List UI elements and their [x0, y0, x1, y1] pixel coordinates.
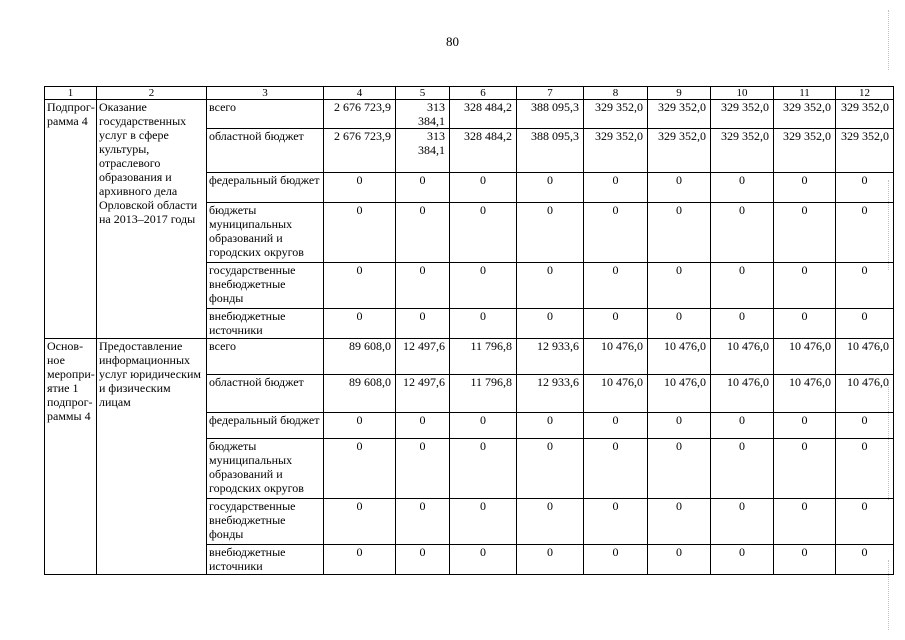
value-cell-col-8: 0 — [584, 545, 648, 575]
value-cell-col-5: 0 — [396, 173, 450, 203]
value-cell-col-10: 0 — [711, 309, 774, 339]
value-cell-col-5: 0 — [396, 413, 450, 439]
value-cell-col-10: 0 — [711, 545, 774, 575]
value-cell-col-4: 2 676 723,9 — [324, 100, 396, 129]
value-cell-col-12: 0 — [836, 413, 894, 439]
value-cell-col-10: 329 352,0 — [711, 100, 774, 129]
value-cell-col-6: 328 484,2 — [450, 100, 517, 129]
value-cell-col-9: 329 352,0 — [648, 129, 711, 173]
value-cell-col-5: 12 497,6 — [396, 375, 450, 413]
column-number-12: 12 — [836, 87, 894, 100]
value-cell-col-7: 0 — [517, 413, 584, 439]
value-cell-col-6: 0 — [450, 309, 517, 339]
value-cell-col-8: 0 — [584, 499, 648, 545]
value-cell-col-11: 0 — [774, 263, 836, 309]
column-number-1: 1 — [45, 87, 97, 100]
value-cell-col-9: 0 — [648, 439, 711, 499]
funding-source-cell: областной бюджет — [207, 129, 324, 173]
value-cell-col-11: 0 — [774, 545, 836, 575]
table-row — [45, 100, 894, 129]
value-cell-col-11: 0 — [774, 203, 836, 263]
scan-edge-mark — [888, 180, 899, 270]
value-cell-col-10: 0 — [711, 413, 774, 439]
value-cell-col-6: 0 — [450, 499, 517, 545]
value-cell-col-12: 0 — [836, 309, 894, 339]
funding-source-cell: внебюджетные источники — [207, 545, 324, 575]
value-cell-col-4: 0 — [324, 203, 396, 263]
value-cell-col-12: 0 — [836, 499, 894, 545]
scan-edge-mark — [888, 10, 899, 70]
value-cell-col-6: 0 — [450, 173, 517, 203]
column-number-3: 3 — [207, 87, 324, 100]
value-cell-col-10: 10 476,0 — [711, 339, 774, 375]
value-cell-col-9: 0 — [648, 203, 711, 263]
value-cell-col-12: 0 — [836, 439, 894, 499]
value-cell-col-9: 0 — [648, 173, 711, 203]
value-cell-col-9: 0 — [648, 499, 711, 545]
column-number-10: 10 — [711, 87, 774, 100]
column-number-7: 7 — [517, 87, 584, 100]
value-cell-col-5: 0 — [396, 545, 450, 575]
value-cell-col-8: 0 — [584, 309, 648, 339]
value-cell-col-7: 388 095,3 — [517, 100, 584, 129]
funding-source-cell: государственные внебюджетные фонды — [207, 263, 324, 309]
value-cell-col-7: 0 — [517, 499, 584, 545]
column-number-5: 5 — [396, 87, 450, 100]
value-cell-col-5: 0 — [396, 309, 450, 339]
value-cell-col-4: 0 — [324, 263, 396, 309]
value-cell-col-8: 0 — [584, 413, 648, 439]
value-cell-col-7: 0 — [517, 203, 584, 263]
value-cell-col-4: 0 — [324, 173, 396, 203]
column-number-11: 11 — [774, 87, 836, 100]
value-cell-col-5: 0 — [396, 439, 450, 499]
value-cell-col-7: 0 — [517, 439, 584, 499]
column-number-9: 9 — [648, 87, 711, 100]
value-cell-col-9: 0 — [648, 309, 711, 339]
value-cell-col-8: 0 — [584, 263, 648, 309]
program-description-cell: Оказание государственных услуг в сфере культуры, отраслевого образования и архивного дела Орловской области на 2013–2017 годы — [97, 100, 207, 339]
value-cell-col-7: 12 933,6 — [517, 375, 584, 413]
value-cell-col-11: 329 352,0 — [774, 100, 836, 129]
funding-source-cell: федеральный бюджет — [207, 413, 324, 439]
value-cell-col-4: 0 — [324, 545, 396, 575]
value-cell-col-11: 0 — [774, 309, 836, 339]
value-cell-col-10: 0 — [711, 173, 774, 203]
page-number: 80 — [446, 34, 459, 49]
funding-source-cell: федеральный бюджет — [207, 173, 324, 203]
value-cell-col-4: 89 608,0 — [324, 339, 396, 375]
value-cell-col-12: 329 352,0 — [836, 100, 894, 129]
value-cell-col-10: 0 — [711, 203, 774, 263]
funding-source-cell: государственные внебюджетные фонды — [207, 499, 324, 545]
value-cell-col-4: 89 608,0 — [324, 375, 396, 413]
value-cell-col-6: 11 796,8 — [450, 375, 517, 413]
value-cell-col-10: 0 — [711, 499, 774, 545]
value-cell-col-9: 0 — [648, 263, 711, 309]
column-number-2: 2 — [97, 87, 207, 100]
funding-source-cell: внебюджетные источники — [207, 309, 324, 339]
scan-edge-mark — [888, 380, 899, 500]
value-cell-col-8: 10 476,0 — [584, 339, 648, 375]
value-cell-col-10: 0 — [711, 439, 774, 499]
value-cell-col-8: 10 476,0 — [584, 375, 648, 413]
value-cell-col-9: 10 476,0 — [648, 375, 711, 413]
value-cell-col-6: 0 — [450, 545, 517, 575]
value-cell-col-7: 388 095,3 — [517, 129, 584, 173]
value-cell-col-8: 329 352,0 — [584, 100, 648, 129]
value-cell-col-9: 0 — [648, 413, 711, 439]
value-cell-col-9: 0 — [648, 545, 711, 575]
value-cell-col-5: 0 — [396, 499, 450, 545]
value-cell-col-8: 0 — [584, 173, 648, 203]
value-cell-col-5: 0 — [396, 263, 450, 309]
value-cell-col-8: 0 — [584, 439, 648, 499]
value-cell-col-4: 0 — [324, 413, 396, 439]
value-cell-col-12: 0 — [836, 263, 894, 309]
value-cell-col-12: 0 — [836, 173, 894, 203]
value-cell-col-8: 0 — [584, 203, 648, 263]
value-cell-col-10: 0 — [711, 263, 774, 309]
value-cell-col-12: 0 — [836, 203, 894, 263]
value-cell-col-4: 2 676 723,9 — [324, 129, 396, 173]
value-cell-col-12: 329 352,0 — [836, 129, 894, 173]
value-cell-col-11: 0 — [774, 499, 836, 545]
value-cell-col-7: 0 — [517, 173, 584, 203]
value-cell-col-9: 329 352,0 — [648, 100, 711, 129]
value-cell-col-5: 313 384,1 — [396, 100, 450, 129]
value-cell-col-11: 10 476,0 — [774, 375, 836, 413]
value-cell-col-12: 10 476,0 — [836, 339, 894, 375]
value-cell-col-7: 0 — [517, 309, 584, 339]
funding-source-cell: всего — [207, 339, 324, 375]
value-cell-col-11: 0 — [774, 173, 836, 203]
value-cell-col-11: 10 476,0 — [774, 339, 836, 375]
value-cell-col-6: 0 — [450, 263, 517, 309]
column-number-4: 4 — [324, 87, 396, 100]
column-number-6: 6 — [450, 87, 517, 100]
column-number-row — [45, 87, 894, 100]
value-cell-col-5: 0 — [396, 203, 450, 263]
value-cell-col-7: 0 — [517, 545, 584, 575]
column-number-8: 8 — [584, 87, 648, 100]
value-cell-col-12: 10 476,0 — [836, 375, 894, 413]
value-cell-col-7: 12 933,6 — [517, 339, 584, 375]
value-cell-col-6: 0 — [450, 439, 517, 499]
value-cell-col-6: 11 796,8 — [450, 339, 517, 375]
value-cell-col-6: 0 — [450, 203, 517, 263]
funding-source-cell: всего — [207, 100, 324, 129]
value-cell-col-4: 0 — [324, 499, 396, 545]
value-cell-col-12: 0 — [836, 545, 894, 575]
program-description-cell: Предоставление информационных услуг юридическим и физическим лицам — [97, 339, 207, 575]
funding-source-cell: бюджеты муниципальных образований и городских округов — [207, 203, 324, 263]
value-cell-col-4: 0 — [324, 309, 396, 339]
value-cell-col-11: 0 — [774, 439, 836, 499]
program-code-cell: Подпрог-рамма 4 — [45, 100, 97, 339]
value-cell-col-5: 12 497,6 — [396, 339, 450, 375]
value-cell-col-10: 10 476,0 — [711, 375, 774, 413]
value-cell-col-11: 0 — [774, 413, 836, 439]
budget-table — [44, 86, 894, 575]
value-cell-col-7: 0 — [517, 263, 584, 309]
value-cell-col-10: 329 352,0 — [711, 129, 774, 173]
value-cell-col-8: 329 352,0 — [584, 129, 648, 173]
value-cell-col-5: 313 384,1 — [396, 129, 450, 173]
value-cell-col-9: 10 476,0 — [648, 339, 711, 375]
program-code-cell: Основ-ное меропри-ятие 1 подпрог-раммы 4 — [45, 339, 97, 575]
value-cell-col-11: 329 352,0 — [774, 129, 836, 173]
table-row — [45, 339, 894, 375]
funding-source-cell: областной бюджет — [207, 375, 324, 413]
value-cell-col-6: 328 484,2 — [450, 129, 517, 173]
funding-source-cell: бюджеты муниципальных образований и городских округов — [207, 439, 324, 499]
scan-edge-mark — [888, 560, 899, 630]
value-cell-col-4: 0 — [324, 439, 396, 499]
value-cell-col-6: 0 — [450, 413, 517, 439]
